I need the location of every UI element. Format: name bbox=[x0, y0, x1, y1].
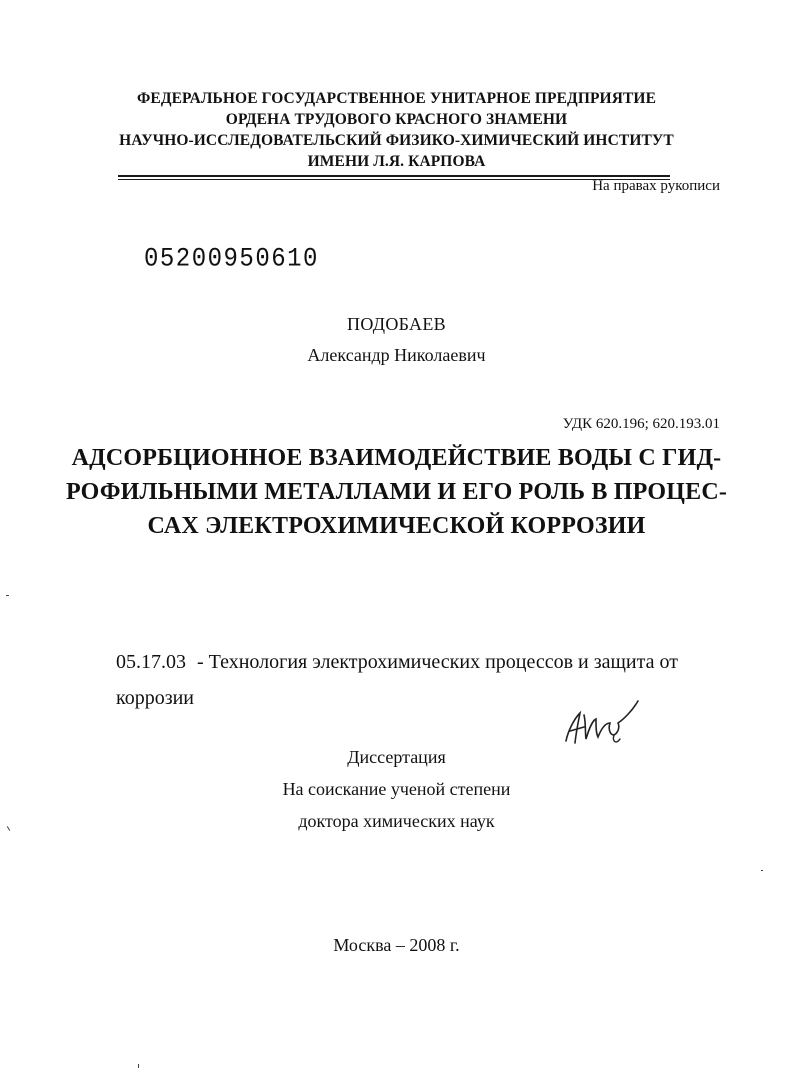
udk-code: УДК 620.196; 620.193.01 bbox=[562, 416, 720, 432]
header-divider-thin bbox=[118, 179, 670, 180]
handwritten-signature bbox=[558, 693, 648, 753]
scan-speck bbox=[761, 870, 763, 871]
organization-header bbox=[0, 88, 793, 172]
title-line-3: САХ ЭЛЕКТРОХИМИЧЕСКОЙ КОРРОЗИИ bbox=[147, 513, 646, 539]
degree-line: На соискание ученой степени bbox=[282, 779, 511, 799]
scan-speck bbox=[138, 1064, 139, 1068]
specialty-code: 05.17.03 bbox=[116, 651, 186, 673]
author-given-names: Александр Николаевич bbox=[307, 345, 486, 365]
org-line-3: НАУЧНО-ИССЛЕДОВАТЕЛЬСКИЙ ФИЗИКО-ХИМИЧЕСКИЙ ИНСТИТУТ bbox=[119, 132, 674, 149]
rights-note: На правах рукописи bbox=[592, 178, 720, 194]
signature-stroke bbox=[558, 693, 648, 753]
document-type: Диссертация bbox=[347, 747, 446, 767]
place-and-year: Москва – 2008 г. bbox=[333, 935, 460, 955]
scan-speck bbox=[6, 595, 9, 596]
title-line-2: РОФИЛЬНЫМИ МЕТАЛЛАМИ И ЕГО РОЛЬ В ПРОЦЕС- bbox=[65, 479, 728, 505]
author-surname: ПОДОБАЕВ bbox=[347, 314, 446, 334]
title-line-1: АДСОРБЦИОННОЕ ВЗАИМОДЕЙСТВИЕ ВОДЫ С ГИД- bbox=[71, 445, 722, 471]
org-line-4: ИМЕНИ Л.Я. КАРПОВА bbox=[307, 153, 486, 170]
dissertation-title bbox=[0, 441, 793, 543]
specialty-name: - Технология электрохимических процессов и защита от коррозии bbox=[116, 651, 678, 709]
org-line-1: ФЕДЕРАЛЬНОЕ ГОСУДАРСТВЕННОЕ УНИТАРНОЕ ПРЕДПРИЯТИЕ bbox=[136, 90, 657, 107]
archive-number: 05200950610 bbox=[144, 244, 319, 275]
header-divider-thick bbox=[118, 175, 670, 177]
degree-field: доктора химических наук bbox=[298, 811, 495, 831]
org-line-2: ОРДЕНА ТРУДОВОГО КРАСНОГО ЗНАМЕНИ bbox=[225, 111, 568, 128]
